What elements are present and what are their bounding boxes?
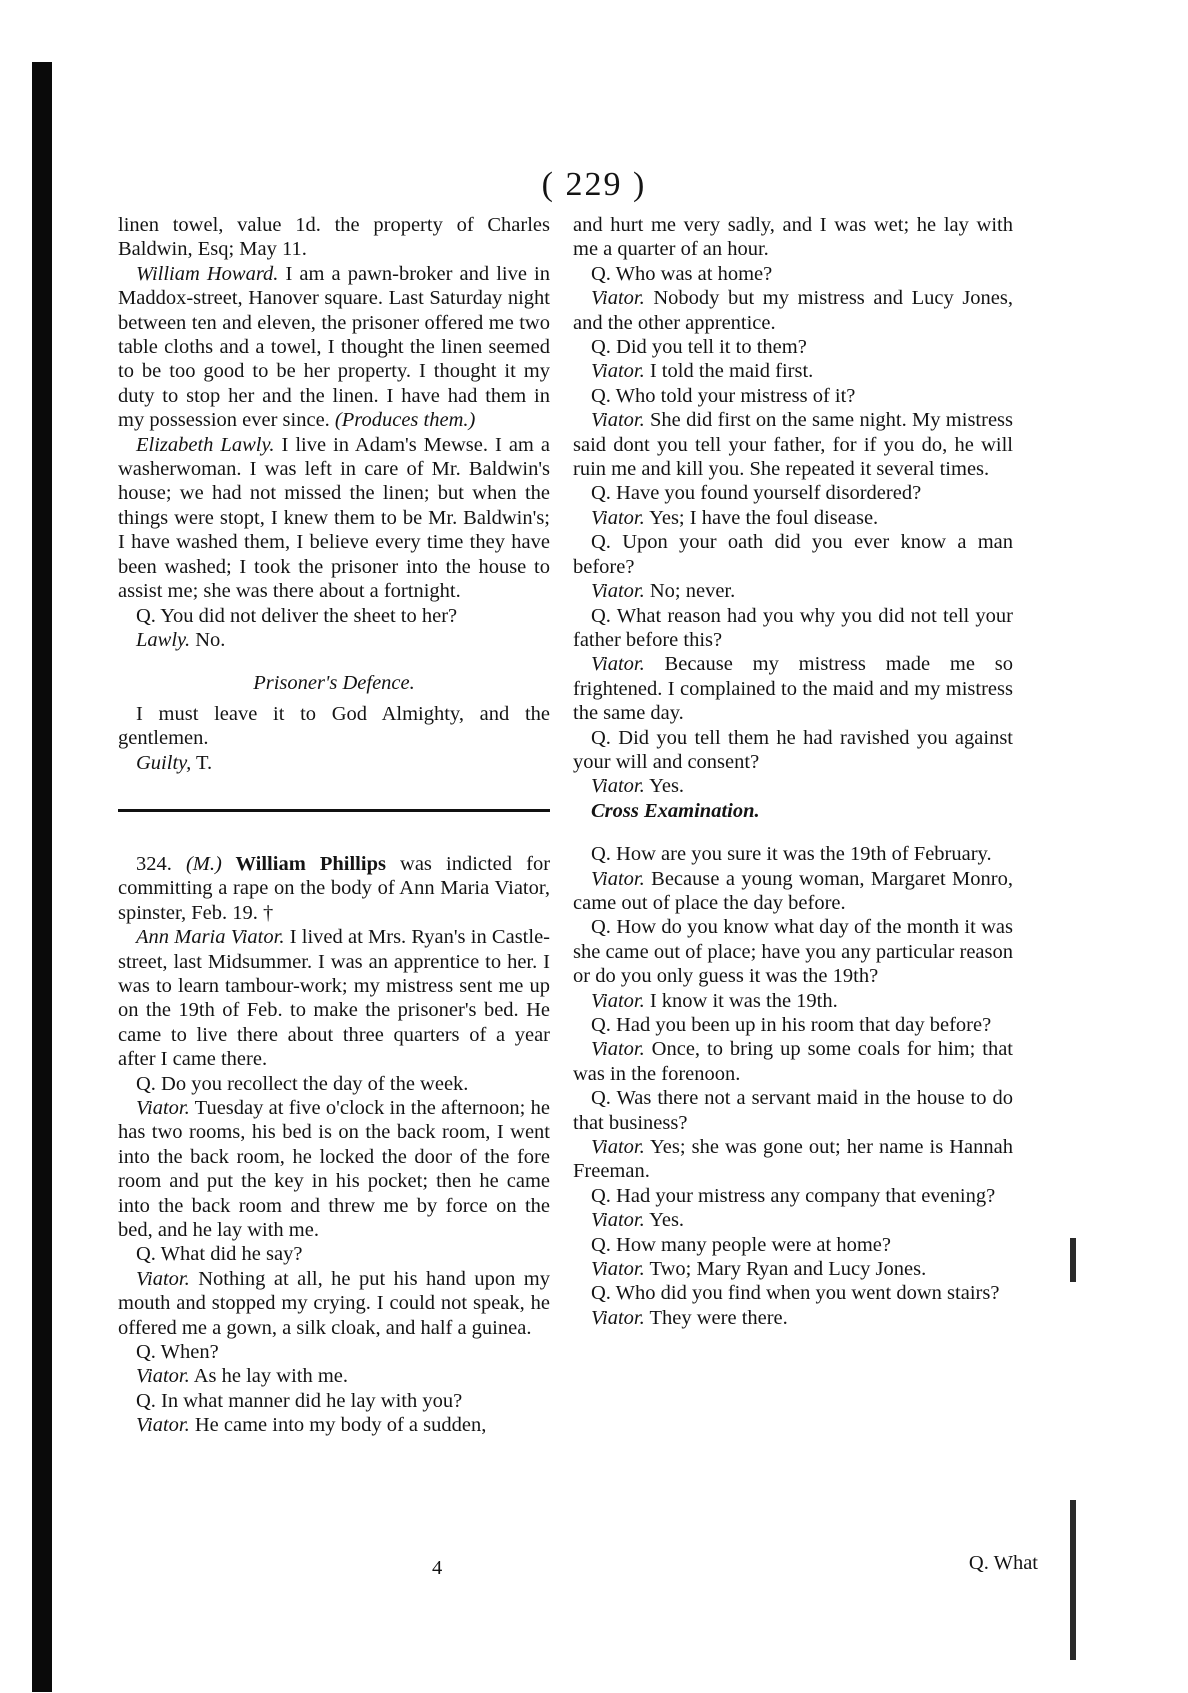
- speaker-name: Viator.: [591, 580, 645, 603]
- verdict: Guilty, T.: [136, 751, 213, 774]
- speaker-name: Ann Maria Viator.: [136, 926, 285, 949]
- answer: Viator. Yes.: [591, 775, 685, 798]
- defence-text: I must leave it to God Almighty, and the gentlemen.: [118, 702, 550, 750]
- answer: Viator. Yes.: [591, 1209, 685, 1232]
- section-heading: Prisoner's Defence.: [253, 672, 415, 695]
- answer: Viator. I told the maid first.: [591, 360, 814, 383]
- defendant-name: William Phillips: [221, 852, 386, 875]
- speaker-name: Viator.: [591, 867, 645, 890]
- paragraph: and hurt me very sadly, and I was wet; he lay with me a quarter of an hour.: [573, 214, 1013, 261]
- binding-shadow: [32, 62, 52, 1692]
- question: Q. Who told your mistress of it?: [591, 384, 856, 407]
- speaker-name: Viator.: [591, 360, 645, 383]
- speaker-name: Lawly.: [136, 628, 191, 651]
- paragraph: linen towel, value 1d. the property of Charles Baldwin, Esq; May 11.: [118, 214, 550, 261]
- question: Q. What reason had you why you did not tell your father before this?: [573, 604, 1013, 651]
- speaker-name: William Howard.: [136, 262, 279, 285]
- speaker-name: Viator.: [591, 1209, 645, 1232]
- section-divider: [118, 809, 550, 812]
- question: Q. Had you been up in his room that day before?: [591, 1014, 992, 1036]
- page-edge-mark: [1070, 1500, 1076, 1660]
- question: Q. Do you recollect the day of the week.: [136, 1072, 469, 1095]
- speaker-name: Viator.: [591, 1306, 645, 1329]
- answer: Viator. As he lay with me.: [136, 1365, 349, 1388]
- speaker-name: Viator.: [591, 1038, 645, 1061]
- testimony: Ann Maria Viator. I lived at Mrs. Ryan's in Castle-street, last Midsummer. I was an apprentice to her. I was to learn tambour-work; my mistress sent me up on the 19th of Feb. to make the prisoner's bed. He came to live there about three quarters of a year after I came there.: [118, 926, 551, 1071]
- speaker-name: Viator.: [136, 1267, 190, 1290]
- question: Q. What did he say?: [136, 1243, 303, 1266]
- speaker-name: Viator.: [591, 775, 645, 798]
- question: Q. Who was at home?: [591, 262, 773, 285]
- question: Q. How do you know what day of the month it was she came out of place; have you any particular reason or do you only guess it was the 19th?: [573, 916, 1013, 988]
- question: Q. Was there not a servant maid in the house to do that business?: [573, 1087, 1013, 1134]
- testimony: William Howard. I am a pawn-broker and live in Maddox-street, Hanover square. Last Saturday night between ten and eleven, the prisoner offered me two table cloths and a towel, I thought the linen seemed to be too good to be her property. I thought it my duty to stop her and the linen. I have had them in my possession ever since. (Produces them.): [118, 262, 550, 432]
- question: Q. Did you tell them he had ravished you against your will and consent?: [573, 726, 1013, 773]
- answer: Viator. Yes; I have the foul disease.: [591, 506, 879, 529]
- question: Q. How many people were at home?: [591, 1233, 891, 1256]
- page-number: ( 229 ): [541, 166, 647, 203]
- stage-note: (Produces them.): [334, 409, 476, 432]
- speaker-name: Viator.: [591, 989, 645, 1012]
- answer: Viator. Nobody but my mistress and Lucy Jones, and the other apprentice.: [573, 287, 1013, 334]
- question: Q. How are you sure it was the 19th of February.: [591, 843, 992, 866]
- answer: Viator. Two; Mary Ryan and Lucy Jones.: [591, 1258, 927, 1281]
- question: Q. In what manner did he lay with you?: [136, 1389, 463, 1412]
- answer: Viator. They were there.: [591, 1306, 788, 1329]
- question: Q. Had your mistress any company that evening?: [591, 1184, 996, 1207]
- answer: Viator. Because a young woman, Margaret Monro, came out of place the day before.: [573, 867, 1013, 914]
- section-heading: Cross Examination.: [591, 799, 760, 822]
- speaker-name: Viator.: [591, 653, 645, 676]
- answer: Lawly. No.: [136, 628, 226, 651]
- speaker-name: Viator.: [591, 409, 645, 432]
- case-heading: 324. (M.) William Phillips was indicted for committing a rape on the body of Ann Maria Viator, spinster, Feb. 19. †: [118, 852, 551, 924]
- signature-mark: 4: [432, 1557, 443, 1579]
- question: Q. Have you found yourself disordered?: [591, 482, 922, 505]
- answer: Viator. She did first on the same night. My mistress said dont you tell your father, for if you do, he will ruin me and kill you. She repeated it several times.: [573, 409, 1013, 481]
- left-column: [118, 213, 550, 1438]
- question: Q. You did not deliver the sheet to her?: [136, 604, 458, 627]
- answer: Viator. Yes; she was gone out; her name is Hannah Freeman.: [573, 1136, 1013, 1183]
- answer: Viator. No; never.: [591, 580, 736, 603]
- question: Q. When?: [136, 1341, 219, 1364]
- speaker-name: Viator.: [136, 1097, 190, 1119]
- testimony: Elizabeth Lawly. I live in Adam's Mewse. I am a washerwoman. I was left in care of Mr. Baldwin's house; we had not missed the linen; but when the things were stopt, I knew them to be Mr. Baldwin's; I have washed them, I believe every time they have been washed; I took the prisoner into the house to assist me; she was there about a fortnight.: [118, 433, 550, 603]
- answer: Viator. He came into my body of a sudden,: [136, 1414, 487, 1437]
- speaker-name: Viator.: [136, 1414, 190, 1437]
- answer: Viator. I know it was the 19th.: [591, 989, 838, 1012]
- question: Q. Did you tell it to them?: [591, 336, 807, 359]
- speaker-name: Viator.: [136, 1365, 190, 1388]
- question: Q. Who did you find when you went down stairs?: [591, 1282, 1000, 1305]
- answer: Viator. Tuesday at five o'clock in the afternoon; he has two rooms, his bed is on the back room, I went into the back room, he locked the door of the fore room and put the key in his pocket; then he came into the back room and threw me by force on the bed, and he lay with me.: [118, 1097, 550, 1242]
- answer: Viator. Once, to bring up some coals for him; that was in the forenoon.: [573, 1038, 1013, 1085]
- right-column: [573, 213, 1013, 1330]
- answer: Viator. Because my mistress made me so frightened. I complained to the maid and my mistress the same day.: [573, 653, 1013, 725]
- catchword: Q. What: [968, 1552, 1038, 1574]
- speaker-name: Viator.: [591, 1136, 645, 1159]
- speaker-name: Viator.: [591, 1258, 645, 1281]
- speaker-name: Viator.: [591, 506, 645, 529]
- answer: Viator. Nothing at all, he put his hand upon my mouth and stopped my crying. I could not speak, he offered me a gown, a silk cloak, and half a guinea.: [118, 1267, 550, 1339]
- page-edge-mark: [1070, 1238, 1076, 1282]
- question: Q. Upon your oath did you ever know a man before?: [573, 531, 1013, 578]
- speaker-name: Viator.: [591, 287, 645, 310]
- speaker-name: Elizabeth Lawly.: [136, 433, 275, 456]
